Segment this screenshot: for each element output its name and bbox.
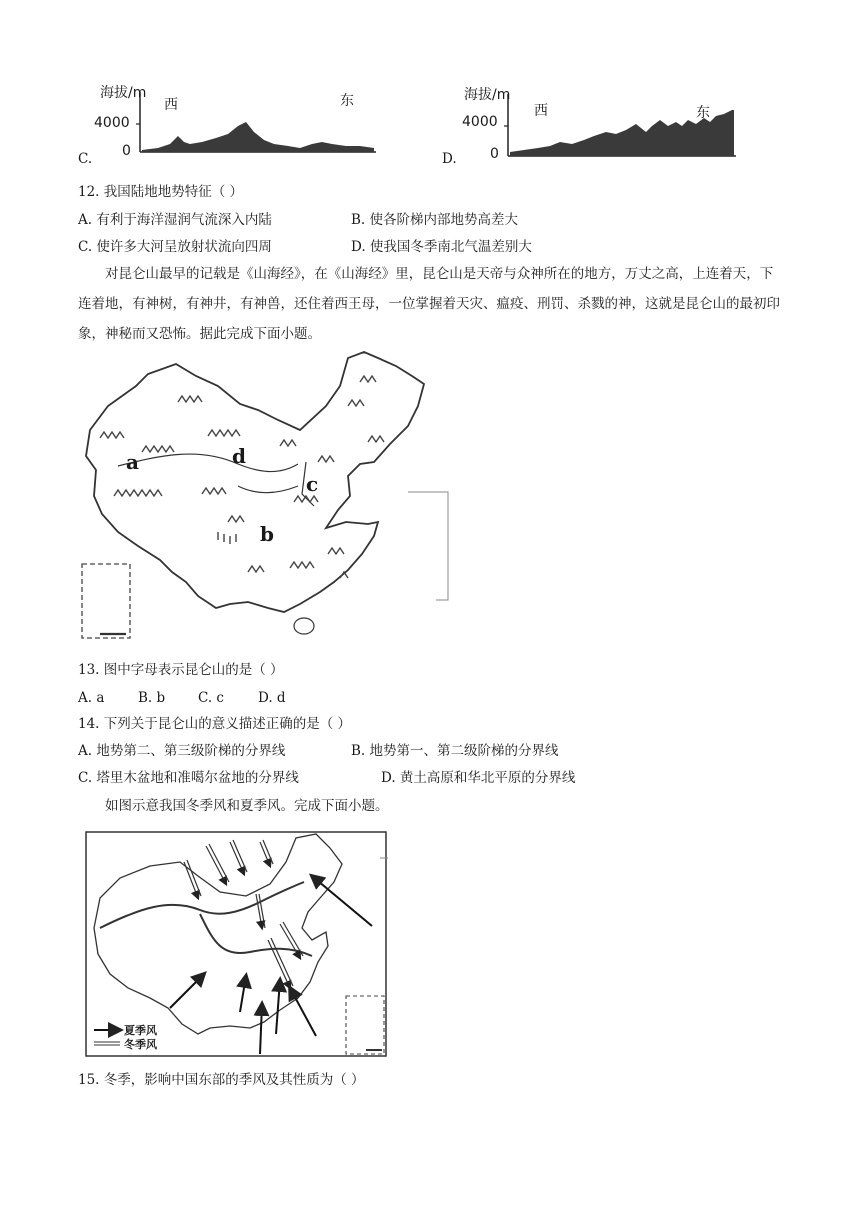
question-12-option-b: B. 使各阶梯内部地势高差大 bbox=[351, 212, 519, 228]
profile-c-tick-4000: 4000 bbox=[94, 115, 130, 131]
question-15-stem: 15. 冬季，影响中国东部的季风及其性质为（ ） bbox=[78, 1072, 365, 1088]
question-13-option-d: D. d bbox=[258, 690, 286, 706]
profile-d-tick-0: 0 bbox=[490, 146, 499, 162]
question-13-option-c: C. c bbox=[198, 690, 224, 706]
profile-d-tick-4000: 4000 bbox=[462, 114, 498, 130]
profile-c-west-label: 西 bbox=[164, 97, 178, 113]
question-12-option-a: A. 有利于海洋湿润气流深入内陆 bbox=[78, 212, 272, 228]
china-terrain-map-graphic bbox=[78, 346, 450, 642]
question-14-option-a: A. 地势第二、第三级阶梯的分界线 bbox=[78, 743, 286, 759]
profile-c-ylabel: 海拔/m bbox=[100, 85, 147, 101]
profile-chart-c bbox=[78, 80, 388, 166]
question-13-option-b: B. b bbox=[138, 690, 166, 706]
profile-d-ylabel: 海拔/m bbox=[464, 87, 511, 103]
profile-d-option-letter: D. bbox=[442, 151, 457, 167]
profile-d-east-label: 东 bbox=[696, 105, 710, 121]
profile-chart-d bbox=[446, 80, 746, 166]
map1-label-d: d bbox=[232, 444, 246, 468]
profile-d-west-label: 西 bbox=[534, 103, 548, 119]
question-12-stem: 12. 我国陆地地势特征（ ） bbox=[78, 184, 244, 200]
map1-label-b: b bbox=[260, 522, 274, 546]
china-monsoon-map bbox=[80, 828, 390, 1060]
question-13-option-a: A. a bbox=[78, 690, 105, 706]
profile-c-east-label: 东 bbox=[340, 93, 354, 109]
question-12-option-c: C. 使许多大河呈放射状流向四周 bbox=[78, 239, 272, 255]
china-terrain-map bbox=[78, 346, 450, 642]
profile-c-tick-0: 0 bbox=[122, 143, 131, 159]
passage-kunlun bbox=[78, 259, 784, 349]
profile-c-option-letter: C. bbox=[78, 151, 93, 167]
question-12-option-d: D. 使我国冬季南北气温差别大 bbox=[351, 239, 532, 255]
map1-label-a: a bbox=[126, 450, 139, 474]
question-14-option-d: D. 黄土高原和华北平原的分界线 bbox=[381, 770, 576, 786]
legend-summer-monsoon: 夏季风 bbox=[124, 1024, 157, 1037]
passage-kunlun-text: 对昆仑山最早的记载是《山海经》，在《山海经》里，昆仑山是天帝与众神所在的地方，万丈之高，上连着天，下连着地，有神树，有神井，有神兽，还住着西王母，一位掌握着天灾、瘟疫、刑罚、杀戮的神，这就是昆仑山的最初印象，神秘而又恐怖。据此完成下面小题。 bbox=[78, 266, 780, 342]
question-14-stem: 14. 下列关于昆仑山的意义描述正确的是（ ） bbox=[78, 716, 352, 732]
map1-label-c: c bbox=[306, 472, 319, 496]
legend-winter-monsoon: 冬季风 bbox=[124, 1038, 157, 1051]
question-13-stem: 13. 图中字母表示昆仑山的是（ ） bbox=[78, 662, 284, 678]
question-14-option-c: C. 塔里木盆地和准噶尔盆地的分界线 bbox=[78, 770, 299, 786]
passage-monsoon: 如图示意我国冬季风和夏季风。完成下面小题。 bbox=[105, 798, 389, 814]
question-14-option-b: B. 地势第一、第二级阶梯的分界线 bbox=[351, 743, 559, 759]
